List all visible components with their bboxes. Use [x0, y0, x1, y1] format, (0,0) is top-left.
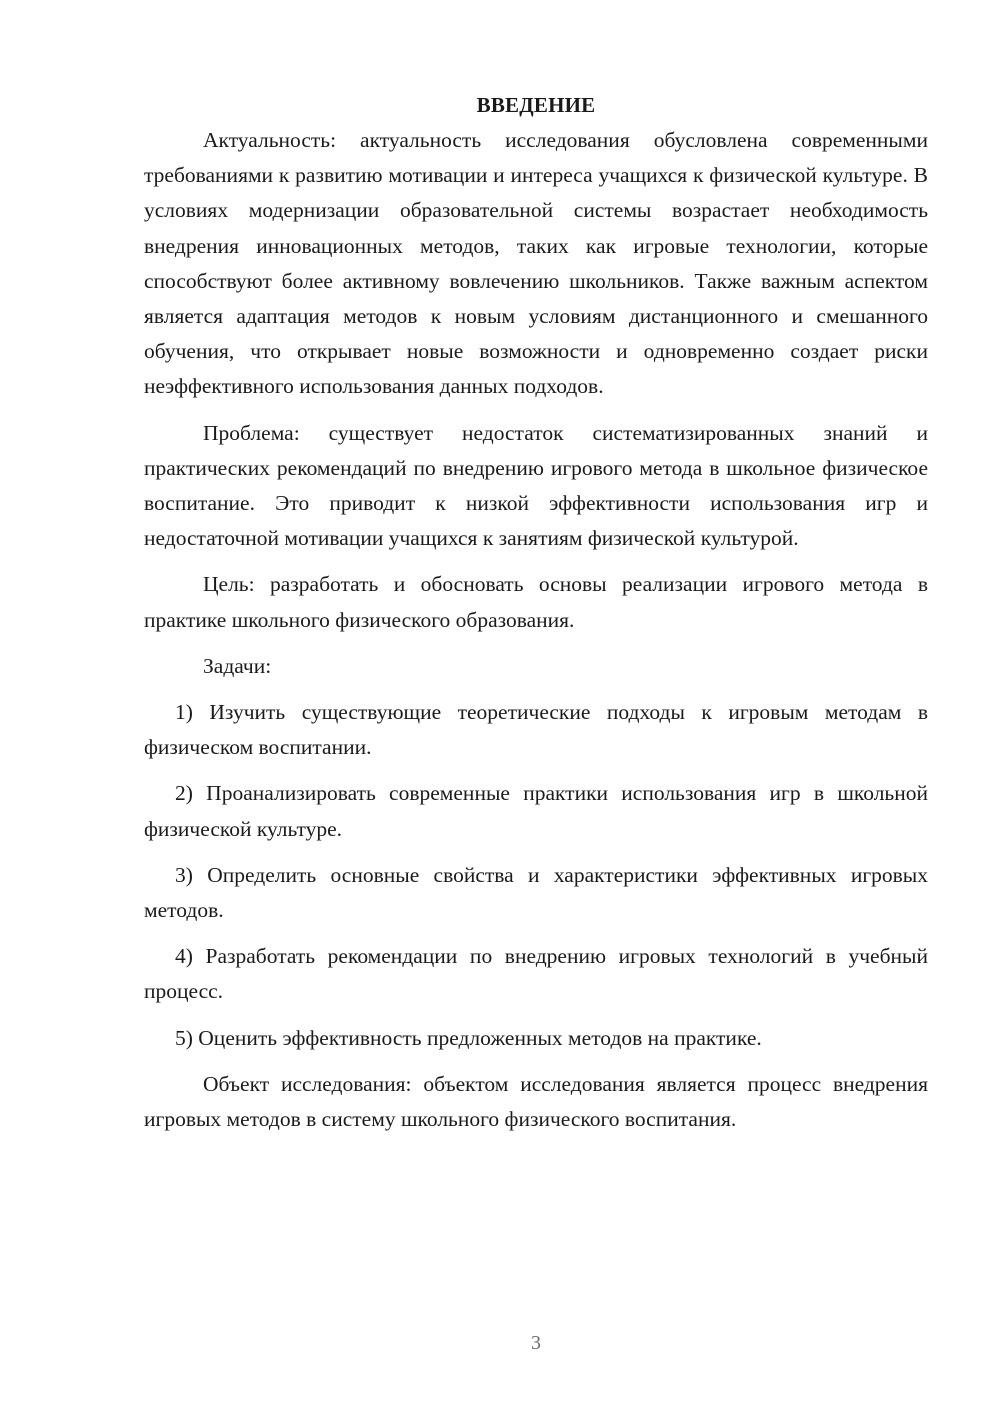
problem-paragraph: Проблема: существует недостаток систематизированных знаний и практических рекомендаций по внедрению игрового метода в школьное физическое воспитание. Это приводит к низкой эффективности использования игр и недостаточной мотивации учащихся к занятиям физической культурой. [144, 420, 928, 551]
task-item: 3) Определить основные свойства и характеристики эффективных игровых методов. [144, 862, 928, 923]
task-item: 5) Оценить эффективность предложенных методов на практике. [175, 1025, 762, 1050]
section-heading: ВВЕДЕНИЕ [476, 93, 596, 117]
object-paragraph: Объект исследования: объектом исследования является процесс внедрения игровых методов в систему школьного физического воспитания. [144, 1071, 928, 1132]
relevance-paragraph: Актуальность: актуальность исследования обусловлена современными требованиями к развитию мотивации и интереса учащихся к физической культуре. В условиях модернизации образовательной системы возрастает необходимость внедрения инновационных методов, таких как игровые технологии, которые способствуют более активному вовлечению школьников. Также важным аспектом является адаптация методов к новым условиям дистанционного и смешанного обучения, что открывает новые возможности и одновременно создает риски неэффективного использования данных подходов. [144, 128, 928, 399]
tasks-list [144, 695, 928, 1056]
task-item: 2) Проанализировать современные практики использования игр в школьной физической культуре. [144, 781, 928, 841]
goal-paragraph: Цель: разработать и обосновать основы реализации игрового метода в практике школьного физического образования. [144, 572, 928, 632]
task-item: 1) Изучить существующие теоретические подходы к игровым методам в физическом воспитании. [144, 700, 928, 760]
task-item: 4) Разработать рекомендации по внедрению игровых технологий в учебный процесс. [144, 944, 928, 1004]
page-number: 3 [531, 1332, 541, 1354]
tasks-label: Задачи: [203, 653, 272, 678]
document-page [144, 88, 928, 1137]
